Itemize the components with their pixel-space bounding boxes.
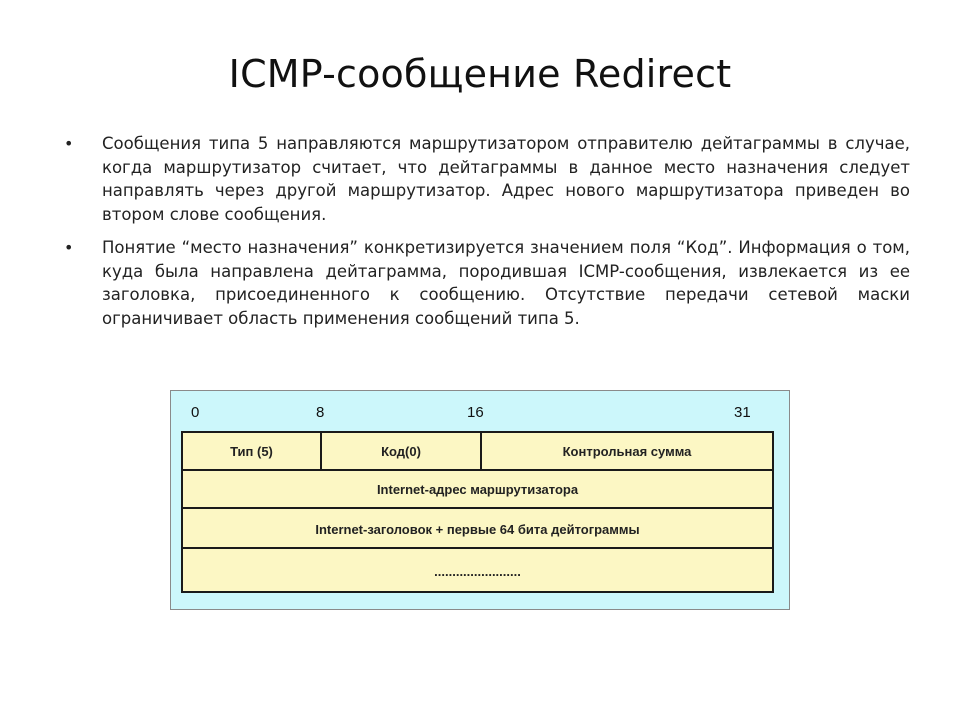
- field-code: Код(0): [320, 433, 480, 469]
- field-router-address: Internet-адрес маршрутизатора: [376, 481, 579, 497]
- icmp-redirect-format-diagram: [170, 390, 790, 610]
- bullet-list: [64, 132, 910, 340]
- bit-label-16: 16: [467, 404, 484, 421]
- field-row-continuation: [183, 551, 772, 591]
- field-continuation: ........................: [434, 563, 521, 579]
- message-fields-grid: [181, 431, 774, 593]
- field-row-internet-header: [183, 511, 772, 549]
- bit-label-8: 8: [316, 404, 325, 421]
- field-internet-header: Internet-заголовок + первые 64 бита дейтограммы: [315, 521, 640, 537]
- field-row-header: [183, 433, 772, 471]
- bullet-item: [64, 132, 910, 226]
- field-row-router-address: [183, 471, 772, 509]
- field-type: Тип (5): [230, 443, 273, 459]
- bullet-icon: •: [64, 134, 74, 153]
- bit-label-0: 0: [191, 404, 200, 421]
- field-checksum: Контрольная сумма: [480, 433, 772, 469]
- bit-label-31: 31: [734, 404, 751, 421]
- bullet-item: [64, 236, 910, 330]
- bullet-text: Понятие “место назначения” конкретизируется значением поля “Код”. Информация о том, куда была направлена дейтаграмма, породившая ICMP-сообщения, извлекается из ее заголовка, присоединенного к сообщению. Отсутствие передачи сетевой маски ограничивает область применения сообщений типа 5.: [102, 238, 910, 328]
- slide-title: ICMP-сообщение Redirect: [228, 52, 732, 96]
- bullet-text: Сообщения типа 5 направляются маршрутизатором отправителю дейтаграммы в случае, когда маршрутизатор считает, что дейтаграммы в данное место назначения следует направлять через другой маршрутизатор. Адрес нового маршрутизатора приведен во втором слове сообщения.: [102, 134, 910, 224]
- bullet-icon: •: [64, 238, 74, 257]
